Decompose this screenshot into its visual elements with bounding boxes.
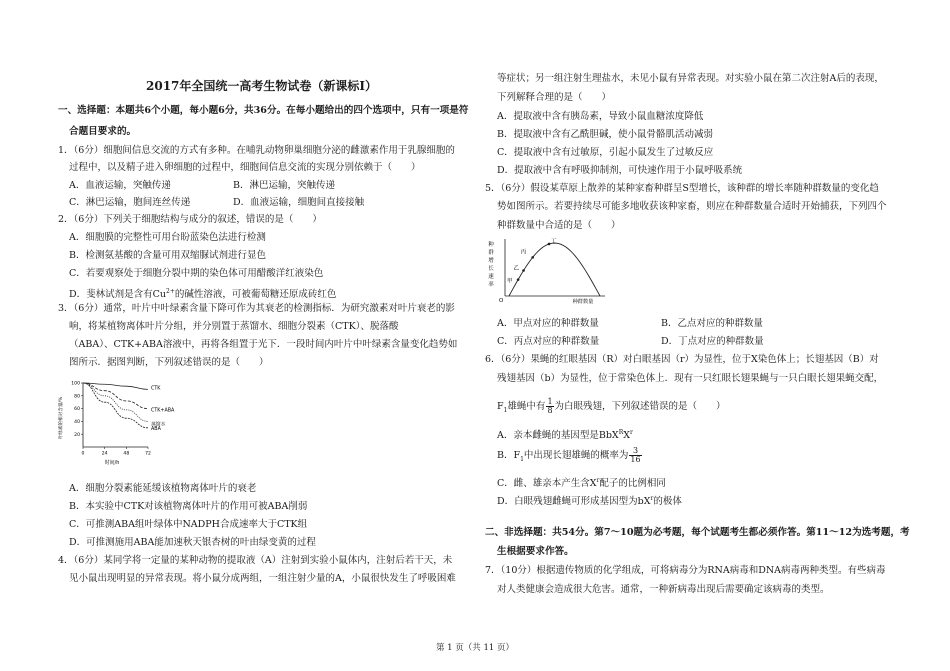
q3-line1: 3．（6分）通常，叶片中叶绿素含量下降可作为其衰老的检测指标．为研究激素对叶片衰老的影: [58, 303, 455, 314]
q5-chart-xlabel: 种群数量: [572, 299, 594, 305]
q1-option-c: C．淋巴运输，胞间连丝传递: [69, 197, 191, 208]
section2-heading-line1: 二、非选择题：共54分。第7～10题为必考题，每个试题考生都必须作答。第11～12为选考题，考: [485, 527, 910, 538]
q6-d-sup: r: [650, 495, 654, 502]
page-footer: 第 1 页（共 11 页）: [435, 643, 515, 653]
q3-option-b: B．本实验中CTK对该植物离体叶片的作用可被ABA削弱: [69, 501, 308, 512]
q2-option-c: C．若要观察处于细胞分裂中期的染色体可用醋酸洋红液染色: [69, 268, 324, 279]
q6-line3-mid: 雄蝇中有: [507, 401, 546, 412]
q5-point-label: 乙: [513, 265, 520, 272]
q3-xtick-label: 72: [145, 451, 151, 457]
q6-c-sup: r: [596, 477, 600, 484]
q6-line3-sub: 1: [503, 406, 508, 414]
q6-c-post: 配子的比例相同: [599, 478, 666, 490]
q5-ylabel-char: 增: [488, 258, 494, 264]
q5-option-d: D．丁点对应的种群数量: [661, 336, 764, 347]
q5-line3: 种群数量中合适的是（ ）: [497, 220, 621, 231]
q4-line2: 见小鼠出现明显的异常表现。将小鼠分成两组，一组注射少量的A，小鼠很快发生了呼吸困难: [69, 573, 456, 584]
q6-frac2-num: 3: [629, 447, 641, 456]
page-title: 2017年全国统一高考生物试卷（新课标Ⅰ）: [146, 79, 378, 93]
q6-d-pre: D．白眼残翅雌蝇可形成基因型为bX: [497, 496, 651, 508]
q2-line1: 2．（6分）下列关于细胞结构与成分的叙述，错误的是（ ）: [58, 214, 322, 225]
q4-option-b: B．提取液中含有乙酰胆碱，使小鼠骨骼肌活动减弱: [497, 129, 713, 140]
q6-option-c: [497, 474, 666, 490]
q6-a-mid: X: [623, 430, 630, 442]
q3-line3: （ABA）、CTK+ABA溶液中，再将各组置于光下．一段时间内叶片中叶绿素含量变化趋势如: [69, 339, 458, 350]
q6-frac1-num: 1: [547, 397, 553, 406]
section1-heading-line2: 合题目要求的。: [69, 126, 137, 137]
q6-line1: 6．（6分）果蝇的红眼基因（R）对白眼基因（r）为显性，位于X染色体上；长翅基因（B）对: [485, 354, 879, 365]
q5-ylabel-char: 长: [488, 266, 494, 272]
q5-point-marker: [522, 269, 525, 272]
q5-point-marker: [548, 243, 551, 246]
q5-line1: 5．（6分）假设某草原上散养的某种家畜种群呈S型增长，该种群的增长率随种群数量的变化趋: [485, 183, 879, 194]
q6-b-sub: 1: [520, 455, 524, 463]
q5-line2: 势如图所示。若要持续尽可能多地收获该种家畜，则应在种群数量合适时开始捕获，下列四个: [497, 201, 887, 212]
q5-point-label: 甲: [507, 278, 513, 285]
q1-option-a: A．血液运输，突触传递: [69, 180, 171, 191]
q6-line3-post: 为白眼残翅，下列叙述错误的是（ ）: [554, 401, 726, 412]
q3-ytick-label: 100: [71, 381, 80, 387]
q3-ytick-label: 60: [74, 407, 80, 413]
q6-c-pre: C．雌、雄亲本产生含X: [497, 478, 597, 490]
q6-line2: 残翅基因（b）为显性，位于常染色体上．现有一只红眼长翅果蝇与一只白眼长翅果蝇交配，: [497, 373, 884, 384]
q6-a-sup2: r: [629, 429, 633, 436]
q2-option-d: [69, 285, 336, 301]
q3-xtick-label: 24: [101, 451, 108, 457]
q4-line3: 等症状；另一组注射生理盐水，未见小鼠有异常表现。对实验小鼠在第二次注射A后的表现，: [497, 73, 884, 84]
q6-fraction-3-16: [629, 447, 641, 464]
q4-line1: 4．（6分）某同学将一定量的某种动物的提取液（A）注射到实验小鼠体内，注射后若干天，未: [58, 555, 453, 566]
q2-option-a: A．细胞膜的完整性可用台盼蓝染色法进行检测: [69, 232, 266, 243]
q5-option-b: B．乙点对应的种群数量: [661, 318, 763, 329]
q6-a-pre: A．亲本雌蝇的基因型是BbX: [497, 430, 619, 442]
q5-option-a: A．甲点对应的种群数量: [497, 318, 599, 329]
q4-option-a: A．提取液中含有胰岛素，导致小鼠血糖浓度降低: [497, 111, 704, 122]
q6-line3: [497, 398, 726, 417]
q3-legend-label: CTK: [151, 386, 161, 392]
q2-option-d-sup: 2+: [166, 288, 175, 295]
q2-option-b: B．检测氨基酸的含量可用双缩脲试剂进行显色: [69, 250, 266, 261]
q5-point-label: 丙: [520, 249, 527, 256]
q2-option-d-post: 的碱性溶液，可被葡萄糖还原成砖红色: [174, 289, 337, 301]
q6-option-b: [497, 447, 643, 466]
q6-d-post: 的极体: [653, 496, 682, 508]
q3-series-line: [83, 383, 148, 421]
section2-heading-line2: 生根据要求作答。: [497, 546, 574, 557]
q2-option-d-pre: D．斐林试剂是含有Cu: [69, 289, 167, 301]
q3-option-d: D．可推测施用ABA能加速秋天银杏树的叶由绿变黄的过程: [69, 537, 316, 548]
q6-option-a: [497, 426, 633, 442]
q5-point-marker: [531, 256, 534, 259]
q3-option-c: C．可推测ABA组叶绿体中NADPH合成速率大于CTK组: [69, 519, 308, 530]
q3-chart-xlabel: 时间/h: [104, 460, 120, 466]
q6-b-mid: 中出现长翅雄蝇的概率为: [523, 450, 629, 461]
q6-a-sup1: R: [618, 429, 624, 436]
q7-line1: 7．（10分）根据遗传物质的化学组成，可将病毒分为RNA病毒和DNA病毒两种类型。有些病毒: [485, 565, 886, 576]
q5-ylabel-char: 率: [488, 282, 494, 288]
q7-line2: 对人类健康会造成很大危害。通常，一种新病毒出现后需要确定该病毒的类型。: [497, 584, 830, 595]
q5-option-c: C．丙点对应的种群数量: [497, 336, 600, 347]
q6-b-pre: B．F: [497, 450, 521, 461]
q6-fraction-1-8: [546, 398, 553, 415]
q3-legend-label: 蒸馏水: [151, 422, 166, 428]
q6-frac2-den: 16: [630, 455, 641, 464]
q3-ytick-label: 80: [74, 394, 80, 400]
q6-line3-pre: F: [497, 401, 504, 412]
q5-chart-origin: O: [499, 298, 504, 304]
q5-point-label: 丁: [551, 238, 557, 245]
q3-series-line: [83, 383, 148, 409]
q3-chart: [58, 378, 218, 468]
q3-xtick-label: 0: [81, 451, 85, 457]
q4-line4: 下列解释合理的是（ ）: [497, 92, 612, 103]
q3-xtick-label: 48: [123, 451, 130, 457]
q3-line2: 响，将某植物离体叶片分组，并分别置于蒸馏水、细胞分裂素（CTK）、脱落酸: [69, 321, 399, 332]
q5-ylabel-char: 种: [488, 242, 494, 248]
q5-chart: [485, 236, 615, 306]
q3-line4: 图所示．据图判断，下列叙述错误的是（ ）: [69, 357, 269, 368]
q3-ytick-label: 20: [74, 432, 80, 438]
q3-legend-label: CTK+ABA: [151, 408, 175, 414]
q5-point-marker: [517, 278, 520, 281]
q3-ytick-label: 40: [74, 420, 80, 425]
q1-line1: 1．（6分）细胞间信息交流的方式有多种。在哺乳动物卵巢细胞分泌的雌激素作用于乳腺细胞的: [58, 145, 455, 156]
q6-option-d: [497, 492, 682, 508]
q3-option-a: A．细胞分裂素能延缓该植物离体叶片的衰老: [69, 483, 257, 494]
q6-frac1-den: 8: [547, 406, 553, 415]
q4-option-c: C．提取液中含有过敏原，引起小鼠发生了过敏反应: [497, 147, 714, 158]
right-column: [475, 0, 950, 671]
q5-ylabel-char: 群: [488, 250, 494, 256]
q1-option-b: B．淋巴运输，突触传递: [233, 180, 335, 191]
q3-chart-ylabel: 叶绿素的相对含量/%: [59, 396, 64, 440]
section1-heading-line1: 一、选择题：本题共6个小题，每小题6分，共36分。在每小题给出的四个选项中，只有一项是符: [58, 105, 469, 116]
q3-legend-label: ABA: [151, 426, 161, 432]
q1-line2: 过程中，以及精子进入卵细胞的过程中，细胞间信息交流的实现分别依赖于（ ）: [69, 162, 421, 173]
q1-option-d: D．血液运输，细胞间直接接触: [233, 197, 365, 208]
q4-option-d: D．提取液中含有呼吸抑制剂，可快速作用于小鼠呼吸系统: [497, 165, 743, 176]
q5-ylabel-char: 速: [488, 274, 494, 280]
